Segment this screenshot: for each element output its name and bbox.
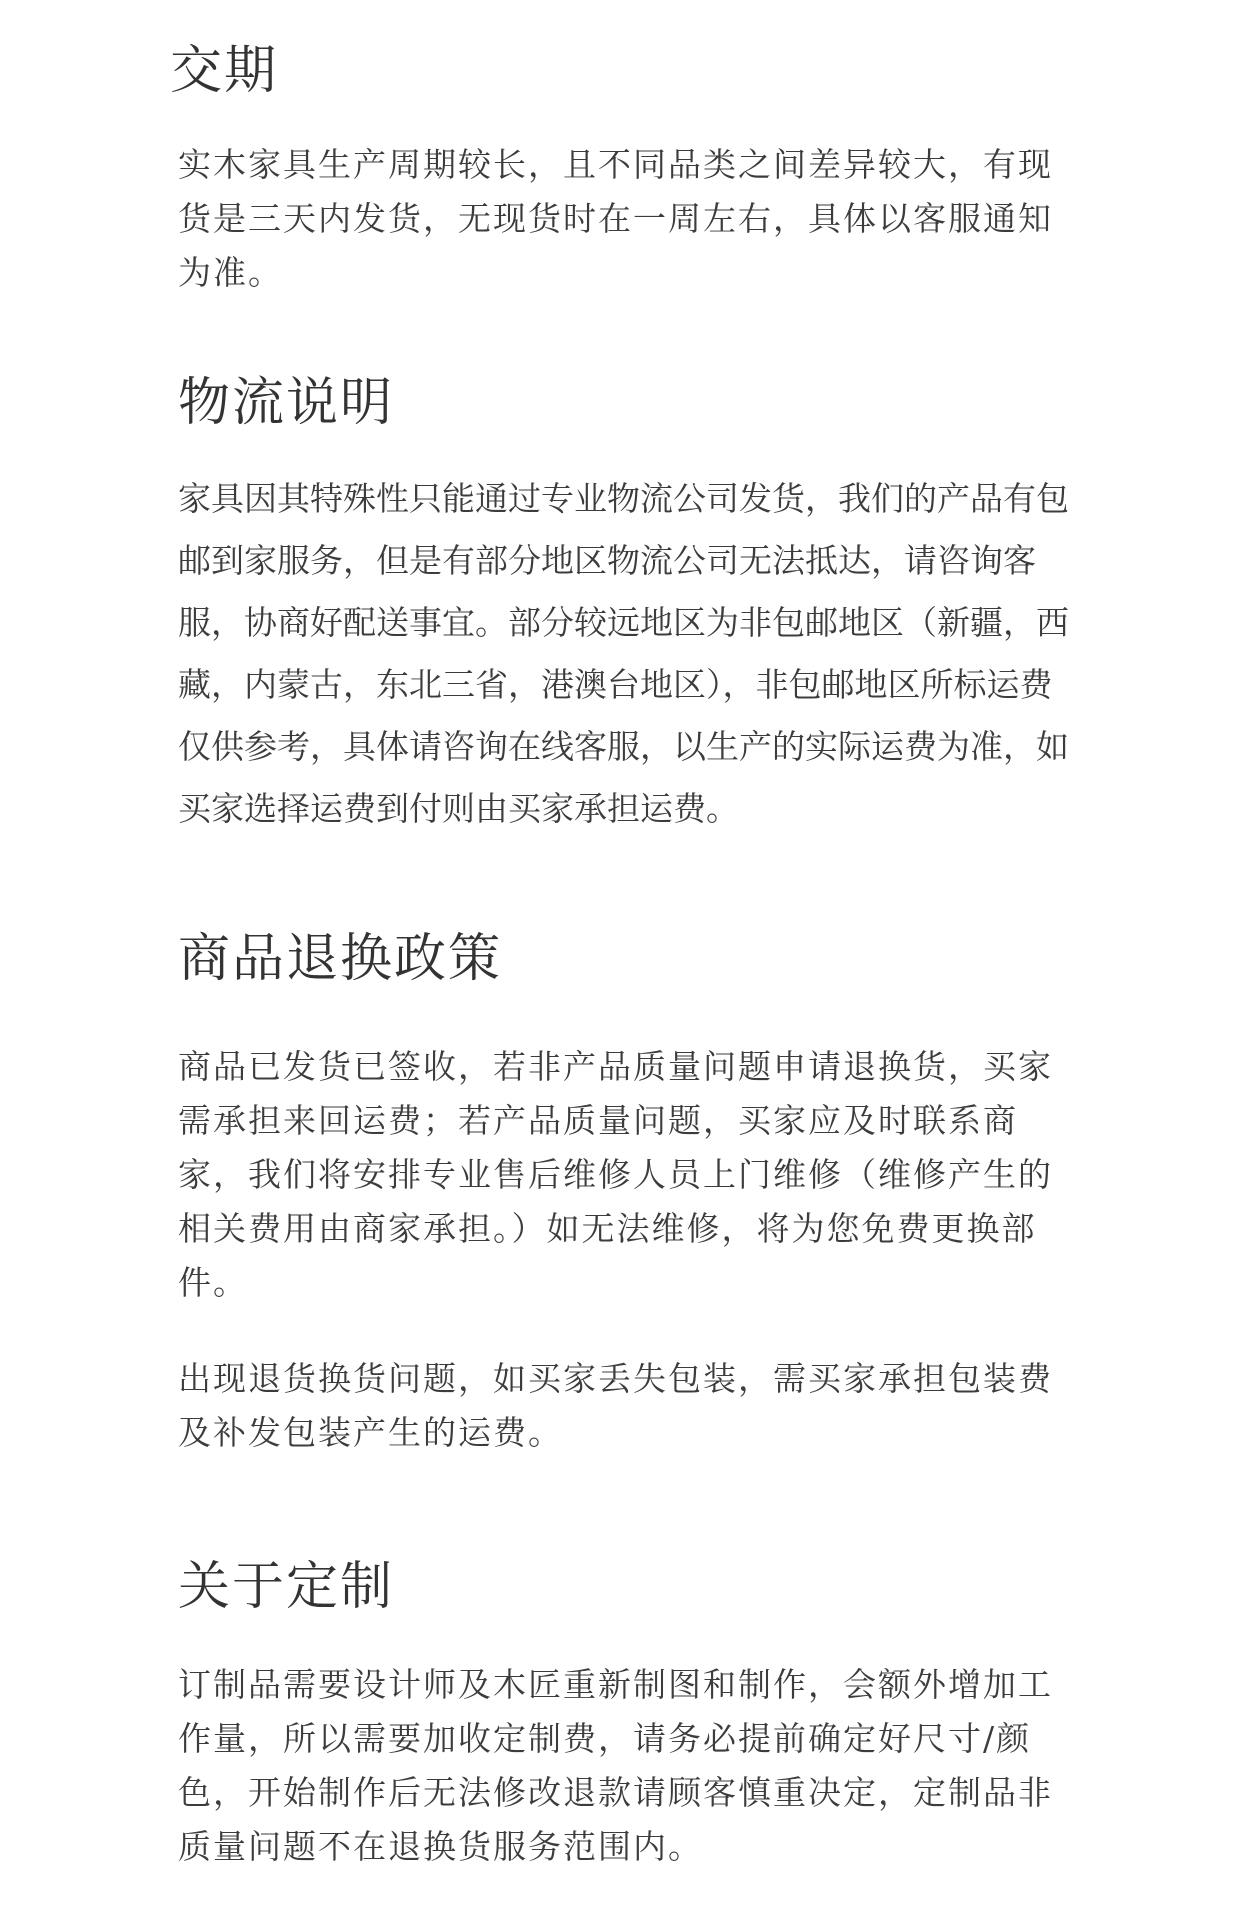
- returns-text-2: 出现退货换货问题，如买家丢失包装，需买家承担包装费及补发包装产生的运费。: [178, 1359, 1053, 1453]
- returns-text-1: 商品已发货已签收，若非产品质量问题申请退换货，买家需承担来回运费；若产品质量问题，买家应及时联系商家，我们将安排专业售后维修人员上门维修（维修产生的相关费用由商家承担。）如无法维修，将为您免费更换部件。: [178, 1047, 1053, 1303]
- returns-heading: 商品退换政策: [178, 929, 503, 989]
- custom-section: [178, 1556, 1078, 1874]
- logistics-text: 家具因其特殊性只能通过专业物流公司发货，我们的产品有包邮到家服务，但是有部分地区物流公司无法抵达，请咨询客服，协商好配送事宜。部分较远地区为非包邮地区（新疆，西藏，内蒙古，东北三省，港澳台地区），非包邮地区所标运费仅供参考，具体请咨询在线客服，以生产的实际运费为准，如买家选择运费到付则由买家承担运费。: [178, 479, 1069, 829]
- delivery-heading: 交期: [170, 41, 279, 101]
- logistics-section: [178, 372, 1078, 840]
- custom-text: 订制品需要设计师及木匠重新制图和制作，会额外增加工作量，所以需要加收定制费，请务必提前确定好尺寸/颜色，开始制作后无法修改退款请顾客慎重决定，定制品非质量问题不在退换货服务范围内。: [178, 1665, 1053, 1867]
- custom-heading: 关于定制: [178, 1557, 395, 1617]
- delivery-text: 实木家具生产周期较长，且不同品类之间差异较大，有现货是三天内发货，无现货时在一周左右，具体以客服通知为准。: [178, 145, 1053, 293]
- returns-section: [178, 928, 1078, 1460]
- logistics-heading: 物流说明: [178, 373, 395, 433]
- delivery-section: [170, 40, 1078, 300]
